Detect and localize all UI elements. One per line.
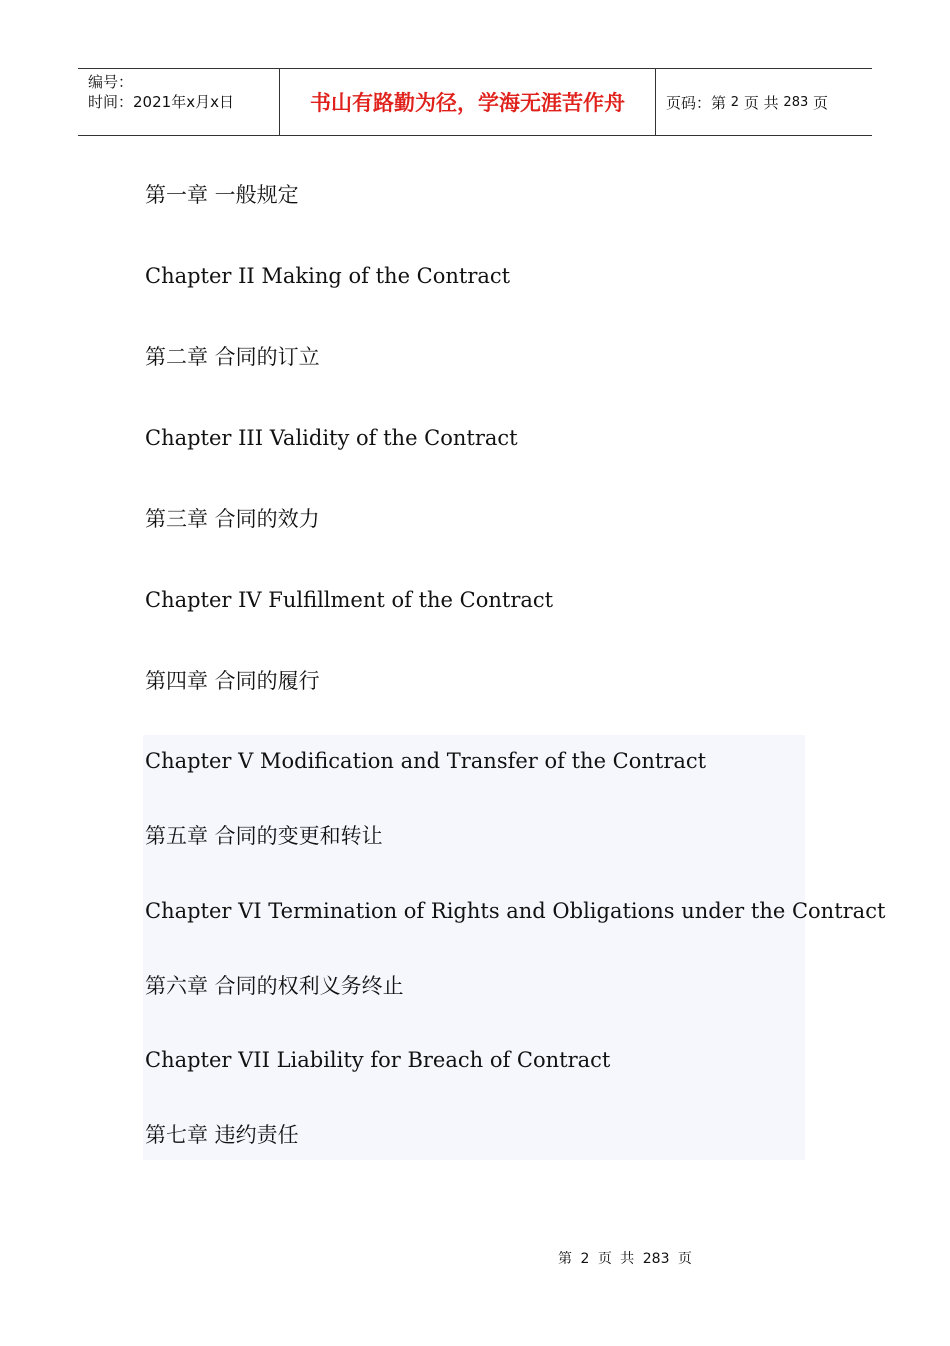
chapter-7-en: Chapter VII Liability for Breach of Contract xyxy=(145,1048,611,1072)
chapter-2-en: Chapter II Making of the Contract xyxy=(145,264,511,288)
time-label: 时间： xyxy=(88,93,134,111)
chapter-4-en: Chapter IV Fulfillment of the Contract xyxy=(145,588,554,612)
page-total: 283 xyxy=(783,94,809,110)
chapter-6-zh: 第六章 合同的权利义务终止 xyxy=(145,974,404,998)
chapter-5-zh: 第五章 合同的变更和转让 xyxy=(145,824,383,848)
chapter-7-zh: 第七章 违约责任 xyxy=(145,1123,299,1147)
page-mid: 页 共 xyxy=(743,93,779,112)
page-label: 页码：第 xyxy=(666,93,727,112)
number-label: 编号： xyxy=(88,73,134,91)
chapter-4-zh: 第四章 合同的履行 xyxy=(145,669,320,693)
page-end: 页 xyxy=(813,93,829,112)
page-header xyxy=(78,68,872,136)
page-footer: 第 2 页 共 283 页 xyxy=(558,1251,692,1267)
chapter-6-en: Chapter VI Termination of Rights and Obligations under the Contract xyxy=(145,899,886,923)
header-meta xyxy=(78,69,280,135)
time-value: 2021年x月x日 xyxy=(133,93,234,111)
highlight-block xyxy=(143,735,805,1160)
header-page-info xyxy=(656,69,872,135)
chapter-3-en: Chapter III Validity of the Contract xyxy=(145,426,518,450)
chapter-5-en: Chapter V Modification and Transfer of the Contract xyxy=(145,749,707,773)
time-line xyxy=(88,92,279,112)
chapter-2-zh: 第二章 合同的订立 xyxy=(145,345,320,369)
chapter-3-zh: 第三章 合同的效力 xyxy=(145,507,320,531)
page-current: 2 xyxy=(730,94,740,110)
header-motto: 书山有路勤为径，学海无涯苦作舟 xyxy=(280,69,656,135)
chapter-1-zh: 第一章 一般规定 xyxy=(145,183,299,207)
